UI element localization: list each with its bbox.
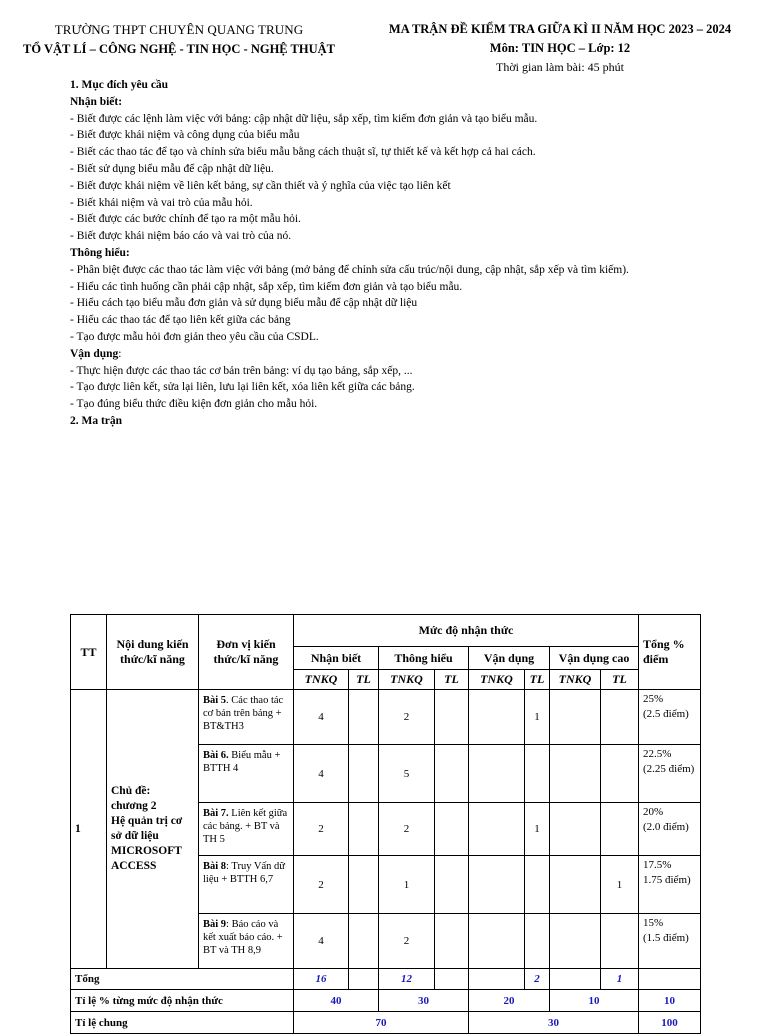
- lesson-cell: [199, 914, 294, 969]
- lesson-cell: [199, 690, 294, 745]
- cell-value: [349, 914, 379, 969]
- level-recognition: Nhận biết: [294, 647, 379, 670]
- lesson-name: Bài 9: [203, 919, 227, 930]
- total-value: 2: [525, 969, 550, 990]
- cell-value: 5: [379, 745, 435, 803]
- cell-value: [349, 856, 379, 914]
- group-label-suffix: :: [118, 347, 122, 360]
- cell-value: 4: [294, 690, 349, 745]
- cell-value: [550, 914, 601, 969]
- objective-item: - Biết khái niệm và vai trò của mẫu hỏi.: [70, 196, 253, 209]
- objective-item: - Phân biệt được các thao tác làm việc với bảng (mở bảng để chỉnh sửa cấu trúc/nội dung, cập nhật, sắp xếp và tìm kiếm).: [70, 263, 629, 276]
- subject-line: Môn: TIN HỌC – Lớp: 12: [489, 41, 631, 55]
- cell-value: 1: [379, 856, 435, 914]
- lesson-desc: Biểu mẫu + BTTH 4: [203, 750, 281, 774]
- sub-tnkq: TNKQ: [550, 670, 601, 690]
- objective-item: - Biết được khái niệm và công dụng của biểu mẫu: [70, 129, 300, 142]
- lesson-cell: [199, 856, 294, 914]
- cell-value: [550, 856, 601, 914]
- assessment-matrix-table: [70, 614, 701, 1034]
- total-value: 16: [294, 969, 349, 990]
- objective-item: - Biết được khái niệm báo cáo và vai trò của nó.: [70, 230, 292, 243]
- header-unit: Đơn vị kiến thức/kĩ năng: [199, 615, 294, 690]
- cell-value: [435, 745, 469, 803]
- cell-value: [601, 914, 639, 969]
- topic-cell: [107, 690, 199, 969]
- score-cell: [639, 745, 701, 803]
- cell-value: [525, 856, 550, 914]
- ratio-value: 40: [294, 990, 379, 1012]
- total-value: 12: [379, 969, 435, 990]
- general-value: 70: [294, 1012, 469, 1034]
- header-tt: TT: [71, 615, 107, 690]
- general-label: Tỉ lệ chung: [71, 1012, 294, 1034]
- cell-value: 2: [294, 856, 349, 914]
- total-value: [435, 969, 469, 990]
- score-points: (2.25 điểm): [643, 763, 695, 775]
- ratio-value: 10: [550, 990, 639, 1012]
- section-2-title: 2. Ma trận: [70, 414, 123, 427]
- topic-line-1: Chủ đề:: [111, 785, 151, 797]
- header-row: [71, 615, 701, 647]
- school-header: [14, 22, 344, 57]
- cell-value: 2: [379, 914, 435, 969]
- general-total: 100: [639, 1012, 701, 1034]
- cell-value: 2: [294, 803, 349, 856]
- cell-value: [435, 856, 469, 914]
- score-cell: [639, 690, 701, 745]
- sub-tnkq: TNKQ: [294, 670, 349, 690]
- objective-item: - Tạo được mẫu hỏi đơn giản theo yêu cầu của CSDL.: [70, 330, 319, 343]
- cell-value: [469, 803, 525, 856]
- lesson-cell: [199, 745, 294, 803]
- ratio-label: Tỉ lệ % từng mức độ nhận thức: [71, 990, 294, 1012]
- school-name: TRƯỜNG THPT CHUYÊN QUANG TRUNG: [54, 22, 304, 37]
- ratio-total: 10: [639, 990, 701, 1012]
- ratio-value: 20: [469, 990, 550, 1012]
- cell-value: 1: [525, 690, 550, 745]
- sub-tl: TL: [349, 670, 379, 690]
- exam-title: MA TRẬN ĐỀ KIỂM TRA GIỮA KÌ II NĂM HỌC 2023 – 2024: [388, 22, 732, 36]
- score-points: (2.0 điểm): [643, 821, 689, 833]
- cell-value: [469, 914, 525, 969]
- cell-value: 2: [379, 803, 435, 856]
- cell-value: [349, 690, 379, 745]
- score-points: 1.75 điểm): [643, 874, 691, 886]
- level-understanding: Thông hiểu: [379, 647, 469, 670]
- cell-value: [435, 803, 469, 856]
- cell-value: [550, 690, 601, 745]
- objective-item: - Biết được các bước chính để tạo ra một mẫu hỏi.: [70, 213, 301, 226]
- objective-item: - Biết sử dụng biểu mẫu để cập nhật dữ liệu.: [70, 162, 274, 175]
- cell-value: [525, 745, 550, 803]
- level-application: Vận dụng: [469, 647, 550, 670]
- cell-value: [349, 745, 379, 803]
- cell-value: [525, 914, 550, 969]
- objective-item: - Hiểu các thao tác để tạo liên kết giữa các bảng: [70, 314, 291, 327]
- total-value: [469, 969, 525, 990]
- section-1-title: 1. Mục đích yêu cầu: [70, 79, 169, 91]
- objective-item: - Tạo đúng biểu thức điều kiện đơn giản cho mẫu hỏi.: [70, 398, 318, 411]
- objective-item: - Thực hiện được các thao tác cơ bản trên bảng: ví dụ tạo bảng, sắp xếp, ...: [70, 364, 413, 377]
- department-name: TỔ VẬT LÍ – CÔNG NGHỆ - TIN HỌC - NGHỆ THUẬT: [23, 42, 335, 56]
- sub-tnkq: TNKQ: [469, 670, 525, 690]
- level-high-application: Vận dụng cao: [550, 647, 639, 670]
- score-points: (1.5 điểm): [643, 932, 689, 944]
- score-percent: 25%: [643, 693, 664, 705]
- lesson-desc: . Các thao tác cơ bản trên bảng + BT&TH3: [203, 695, 284, 732]
- cell-value: 4: [294, 745, 349, 803]
- cell-value: 4: [294, 914, 349, 969]
- lesson-name: Bài 7.: [203, 808, 229, 819]
- lesson-name: Bài 5: [203, 695, 227, 706]
- total-score: [639, 969, 701, 990]
- ratio-row: [71, 990, 701, 1012]
- score-cell: [639, 856, 701, 914]
- topic-line-3: Hệ quản trị cơ sở dữ liệu MICROSOFT ACCESS: [111, 815, 183, 872]
- total-value: [349, 969, 379, 990]
- cell-value: [550, 745, 601, 803]
- header-cognitive-level: Mức độ nhận thức: [294, 615, 639, 647]
- objective-item: - Biết được khái niệm về liên kết bảng, sự cần thiết và ý nghĩa của việc tạo liên kết: [70, 179, 451, 192]
- total-value: [550, 969, 601, 990]
- topic-line-2: chương 2: [111, 800, 157, 812]
- sub-tl: TL: [525, 670, 550, 690]
- exam-header: [362, 22, 758, 75]
- lesson-name: Bài 6.: [203, 750, 229, 761]
- sub-tl: TL: [435, 670, 469, 690]
- row-number: 1: [71, 690, 107, 969]
- objectives-section: [70, 77, 760, 430]
- general-row: [71, 1012, 701, 1034]
- header-total: Tổng % điểm: [639, 615, 701, 690]
- sub-tl: TL: [601, 670, 639, 690]
- sub-tnkq: TNKQ: [379, 670, 435, 690]
- cell-value: [550, 803, 601, 856]
- score-percent: 22.5%: [643, 748, 672, 760]
- objective-item: - Biết các thao tác để tạo và chỉnh sửa biểu mẫu bằng cách thuật sĩ, tự thiết kế và kết hợp cả hai cách.: [70, 146, 536, 159]
- lesson-cell: [199, 803, 294, 856]
- objective-item: - Biết được các lệnh làm việc với bảng: cập nhật dữ liệu, sắp xếp, tìm kiếm đơn giản và tạo biểu mẫu.: [70, 112, 538, 125]
- score-points: (2.5 điểm): [643, 708, 689, 720]
- cell-value: [435, 914, 469, 969]
- cell-value: [469, 856, 525, 914]
- cell-value: [601, 803, 639, 856]
- lesson-desc: : Truy Vấn dữ liệu + BTTH 6,7: [203, 861, 285, 885]
- cell-value: 2: [379, 690, 435, 745]
- cell-value: [469, 690, 525, 745]
- cell-value: [469, 745, 525, 803]
- general-value: 30: [469, 1012, 639, 1034]
- group-label-application: Vận dụng: [70, 347, 119, 360]
- cell-value: 1: [601, 856, 639, 914]
- score-percent: 15%: [643, 917, 664, 929]
- score-percent: 20%: [643, 806, 664, 818]
- cell-value: 1: [525, 803, 550, 856]
- lesson-name: Bài 8: [203, 861, 227, 872]
- ratio-value: 30: [379, 990, 469, 1012]
- duration-line: Thời gian làm bài: 45 phút: [496, 60, 624, 74]
- objective-item: - Tạo được liên kết, sửa lại liên, lưu lại liên kết, xóa liên kết giữa các bảng.: [70, 381, 415, 394]
- group-label-recognition: Nhận biết:: [70, 95, 123, 108]
- cell-value: [601, 690, 639, 745]
- objective-item: - Hiểu các tình huống cần phải cập nhật, sắp xếp, tìm kiếm đơn giản và tạo biểu mẫu.: [70, 280, 463, 293]
- score-percent: 17.5%: [643, 859, 672, 871]
- cell-value: [601, 745, 639, 803]
- total-label: Tổng: [71, 969, 294, 990]
- group-label-application-wrap: [70, 346, 760, 363]
- lesson-desc: Liên kết giữa các bảng. + BT và TH 5: [203, 808, 288, 845]
- cell-value: [435, 690, 469, 745]
- lesson-desc: : Báo cáo và kết xuất báo cáo. + BT và TH 8,9: [203, 919, 283, 956]
- table-row: [71, 690, 701, 745]
- header-content: Nội dung kiến thức/kĩ năng: [107, 615, 199, 690]
- group-label-understanding: Thông hiểu:: [70, 246, 130, 259]
- total-row: [71, 969, 701, 990]
- cell-value: [349, 803, 379, 856]
- score-cell: [639, 914, 701, 969]
- score-cell: [639, 803, 701, 856]
- total-value: 1: [601, 969, 639, 990]
- objective-item: - Hiểu cách tạo biểu mẫu đơn giản và sử dụng biểu mẫu để cập nhật dữ liệu: [70, 297, 418, 310]
